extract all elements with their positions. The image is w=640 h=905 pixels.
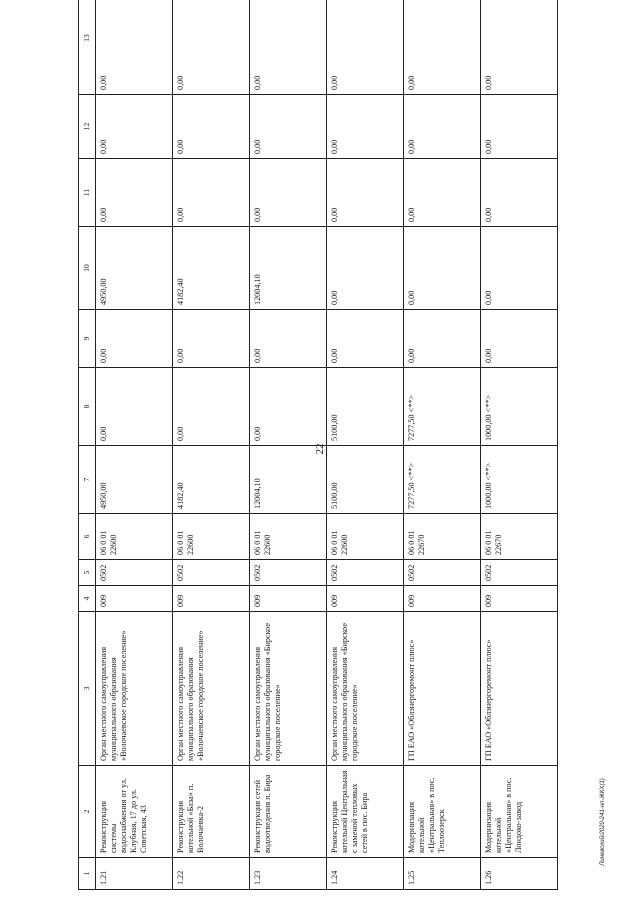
cell-col-9: 0,00: [481, 310, 558, 368]
table-row: [173, 0, 250, 890]
cell-col-9: 0,00: [173, 310, 250, 368]
measure-name: Модернизация котельной «Центральная» в пос. Лондоко-завод: [481, 766, 558, 858]
row-number: 1.25: [404, 858, 481, 890]
executor: Орган местного самоуправления муниципального образования «Бирское городское поселение»: [250, 612, 327, 766]
row-number: 1.26: [481, 858, 558, 890]
cell-col-11: 0,00: [481, 159, 558, 227]
page-number-text: 22: [314, 443, 326, 455]
program-table: [78, 0, 558, 890]
column-header: 5: [79, 560, 96, 586]
measure-name: Модернизация котельной «Центральная» в пос. Теплоозерск: [404, 766, 481, 858]
cell-col-6: 06 0 01 22600: [250, 514, 327, 560]
cell-col-6: 06 0 01 22670: [404, 514, 481, 560]
cell-col-4: 009: [404, 586, 481, 612]
column-header: 11: [79, 159, 96, 227]
column-header: 12: [79, 95, 96, 159]
table-row: [96, 0, 173, 890]
cell-col-12: 0,00: [404, 95, 481, 159]
cell-col-13: 0,00: [96, 0, 173, 95]
cell-col-7: 1000,00 <**>: [481, 446, 558, 514]
cell-col-5: 0502: [481, 560, 558, 586]
table-row: [327, 0, 404, 890]
column-header: 4: [79, 586, 96, 612]
cell-col-8: 1000,00 <**>: [481, 368, 558, 446]
row-number: 1.23: [250, 858, 327, 890]
cell-col-4: 009: [173, 586, 250, 612]
cell-col-8: 5100,00: [327, 368, 404, 446]
column-header: 1: [79, 858, 96, 890]
cell-col-10: 0,00: [404, 227, 481, 310]
executor: Орган местного самоуправления муниципального образования «Бирское городское поселение»: [327, 612, 404, 766]
cell-col-12: 0,00: [96, 95, 173, 159]
cell-col-5: 0502: [173, 560, 250, 586]
cell-col-8: 0,00: [250, 368, 327, 446]
cell-col-6: 06 0 01 22600: [173, 514, 250, 560]
column-header: 6: [79, 514, 96, 560]
cell-col-9: 0,00: [96, 310, 173, 368]
cell-col-6: 06 0 01 22600: [327, 514, 404, 560]
cell-col-12: 0,00: [173, 95, 250, 159]
row-number: 1.24: [327, 858, 404, 890]
cell-col-13: 0,00: [481, 0, 558, 95]
rotated-table-area: [78, 12, 588, 890]
cell-col-8: 0,00: [96, 368, 173, 446]
cell-col-6: 06 0 01 22670: [481, 514, 558, 560]
cell-col-4: 009: [96, 586, 173, 612]
measure-name: Реконструкция сетей водоотведения п. Бира: [250, 766, 327, 858]
column-header: 8: [79, 368, 96, 446]
executor: Орган местного самоуправления муниципального образования «Волочаевское городское поселение»: [96, 612, 173, 766]
cell-col-7: 4182,40: [173, 446, 250, 514]
cell-col-13: 0,00: [173, 0, 250, 95]
cell-col-10: 4182,40: [173, 227, 250, 310]
cell-col-11: 0,00: [404, 159, 481, 227]
cell-col-9: 0,00: [327, 310, 404, 368]
measure-name: Реконструкция котельной «База» п. Волочаевка-2: [173, 766, 250, 858]
column-header: 3: [79, 612, 96, 766]
cell-col-11: 0,00: [250, 159, 327, 227]
cell-col-11: 0,00: [96, 159, 173, 227]
cell-col-12: 0,00: [250, 95, 327, 159]
cell-col-7: 4950,00: [96, 446, 173, 514]
cell-col-13: 0,00: [250, 0, 327, 95]
cell-col-5: 0502: [327, 560, 404, 586]
document-footer-code: [596, 752, 610, 892]
cell-col-8: 7277,50 <**>: [404, 368, 481, 446]
cell-col-12: 0,00: [327, 95, 404, 159]
cell-col-10: 12004,10: [250, 227, 327, 310]
executor: ГП ЕАО «Облэнергоремонт плюс»: [481, 612, 558, 766]
program-table-wrapper: [78, 12, 588, 890]
column-header: 10: [79, 227, 96, 310]
table-row: [250, 0, 327, 890]
cell-col-5: 0502: [250, 560, 327, 586]
table-row: [481, 0, 558, 890]
cell-col-10: 0,00: [327, 227, 404, 310]
cell-col-4: 009: [481, 586, 558, 612]
cell-col-5: 0502: [96, 560, 173, 586]
footer-code-text: Линевский/2020-241-нп-ЖКХ(1): [600, 778, 606, 866]
cell-col-10: 0,00: [481, 227, 558, 310]
row-number: 1.22: [173, 858, 250, 890]
cell-col-9: 0,00: [404, 310, 481, 368]
cell-col-8: 0,00: [173, 368, 250, 446]
cell-col-7: 5100,00: [327, 446, 404, 514]
cell-col-11: 0,00: [327, 159, 404, 227]
cell-col-6: 06 0 01 22600: [96, 514, 173, 560]
executor: Орган местного самоуправления муниципального образования «Волочаевское городское поселение»: [173, 612, 250, 766]
measure-name: Реконструкция системы водоснабжения от ул. Клубная, 17 до ул. Советская, 43: [96, 766, 173, 858]
executor: ГП ЕАО «Облэнергоремонт плюс»: [404, 612, 481, 766]
cell-col-7: 12004,10: [250, 446, 327, 514]
cell-col-9: 0,00: [250, 310, 327, 368]
row-number: 1.21: [96, 858, 173, 890]
cell-col-4: 009: [250, 586, 327, 612]
cell-col-5: 0502: [404, 560, 481, 586]
cell-col-10: 4950,00: [96, 227, 173, 310]
cell-col-13: 0,00: [327, 0, 404, 95]
column-header: 7: [79, 446, 96, 514]
table-row: [404, 0, 481, 890]
cell-col-13: 0,00: [404, 0, 481, 95]
table-header-row: [79, 0, 96, 890]
column-header: 13: [79, 0, 96, 95]
cell-col-4: 009: [327, 586, 404, 612]
column-header: 2: [79, 766, 96, 858]
cell-col-12: 0,00: [481, 95, 558, 159]
column-header: 9: [79, 310, 96, 368]
measure-name: Реконструкция котельной Центральная с заменой тепловых сетей в пос. Бира: [327, 766, 404, 858]
cell-col-7: 7277,50 <**>: [404, 446, 481, 514]
cell-col-11: 0,00: [173, 159, 250, 227]
